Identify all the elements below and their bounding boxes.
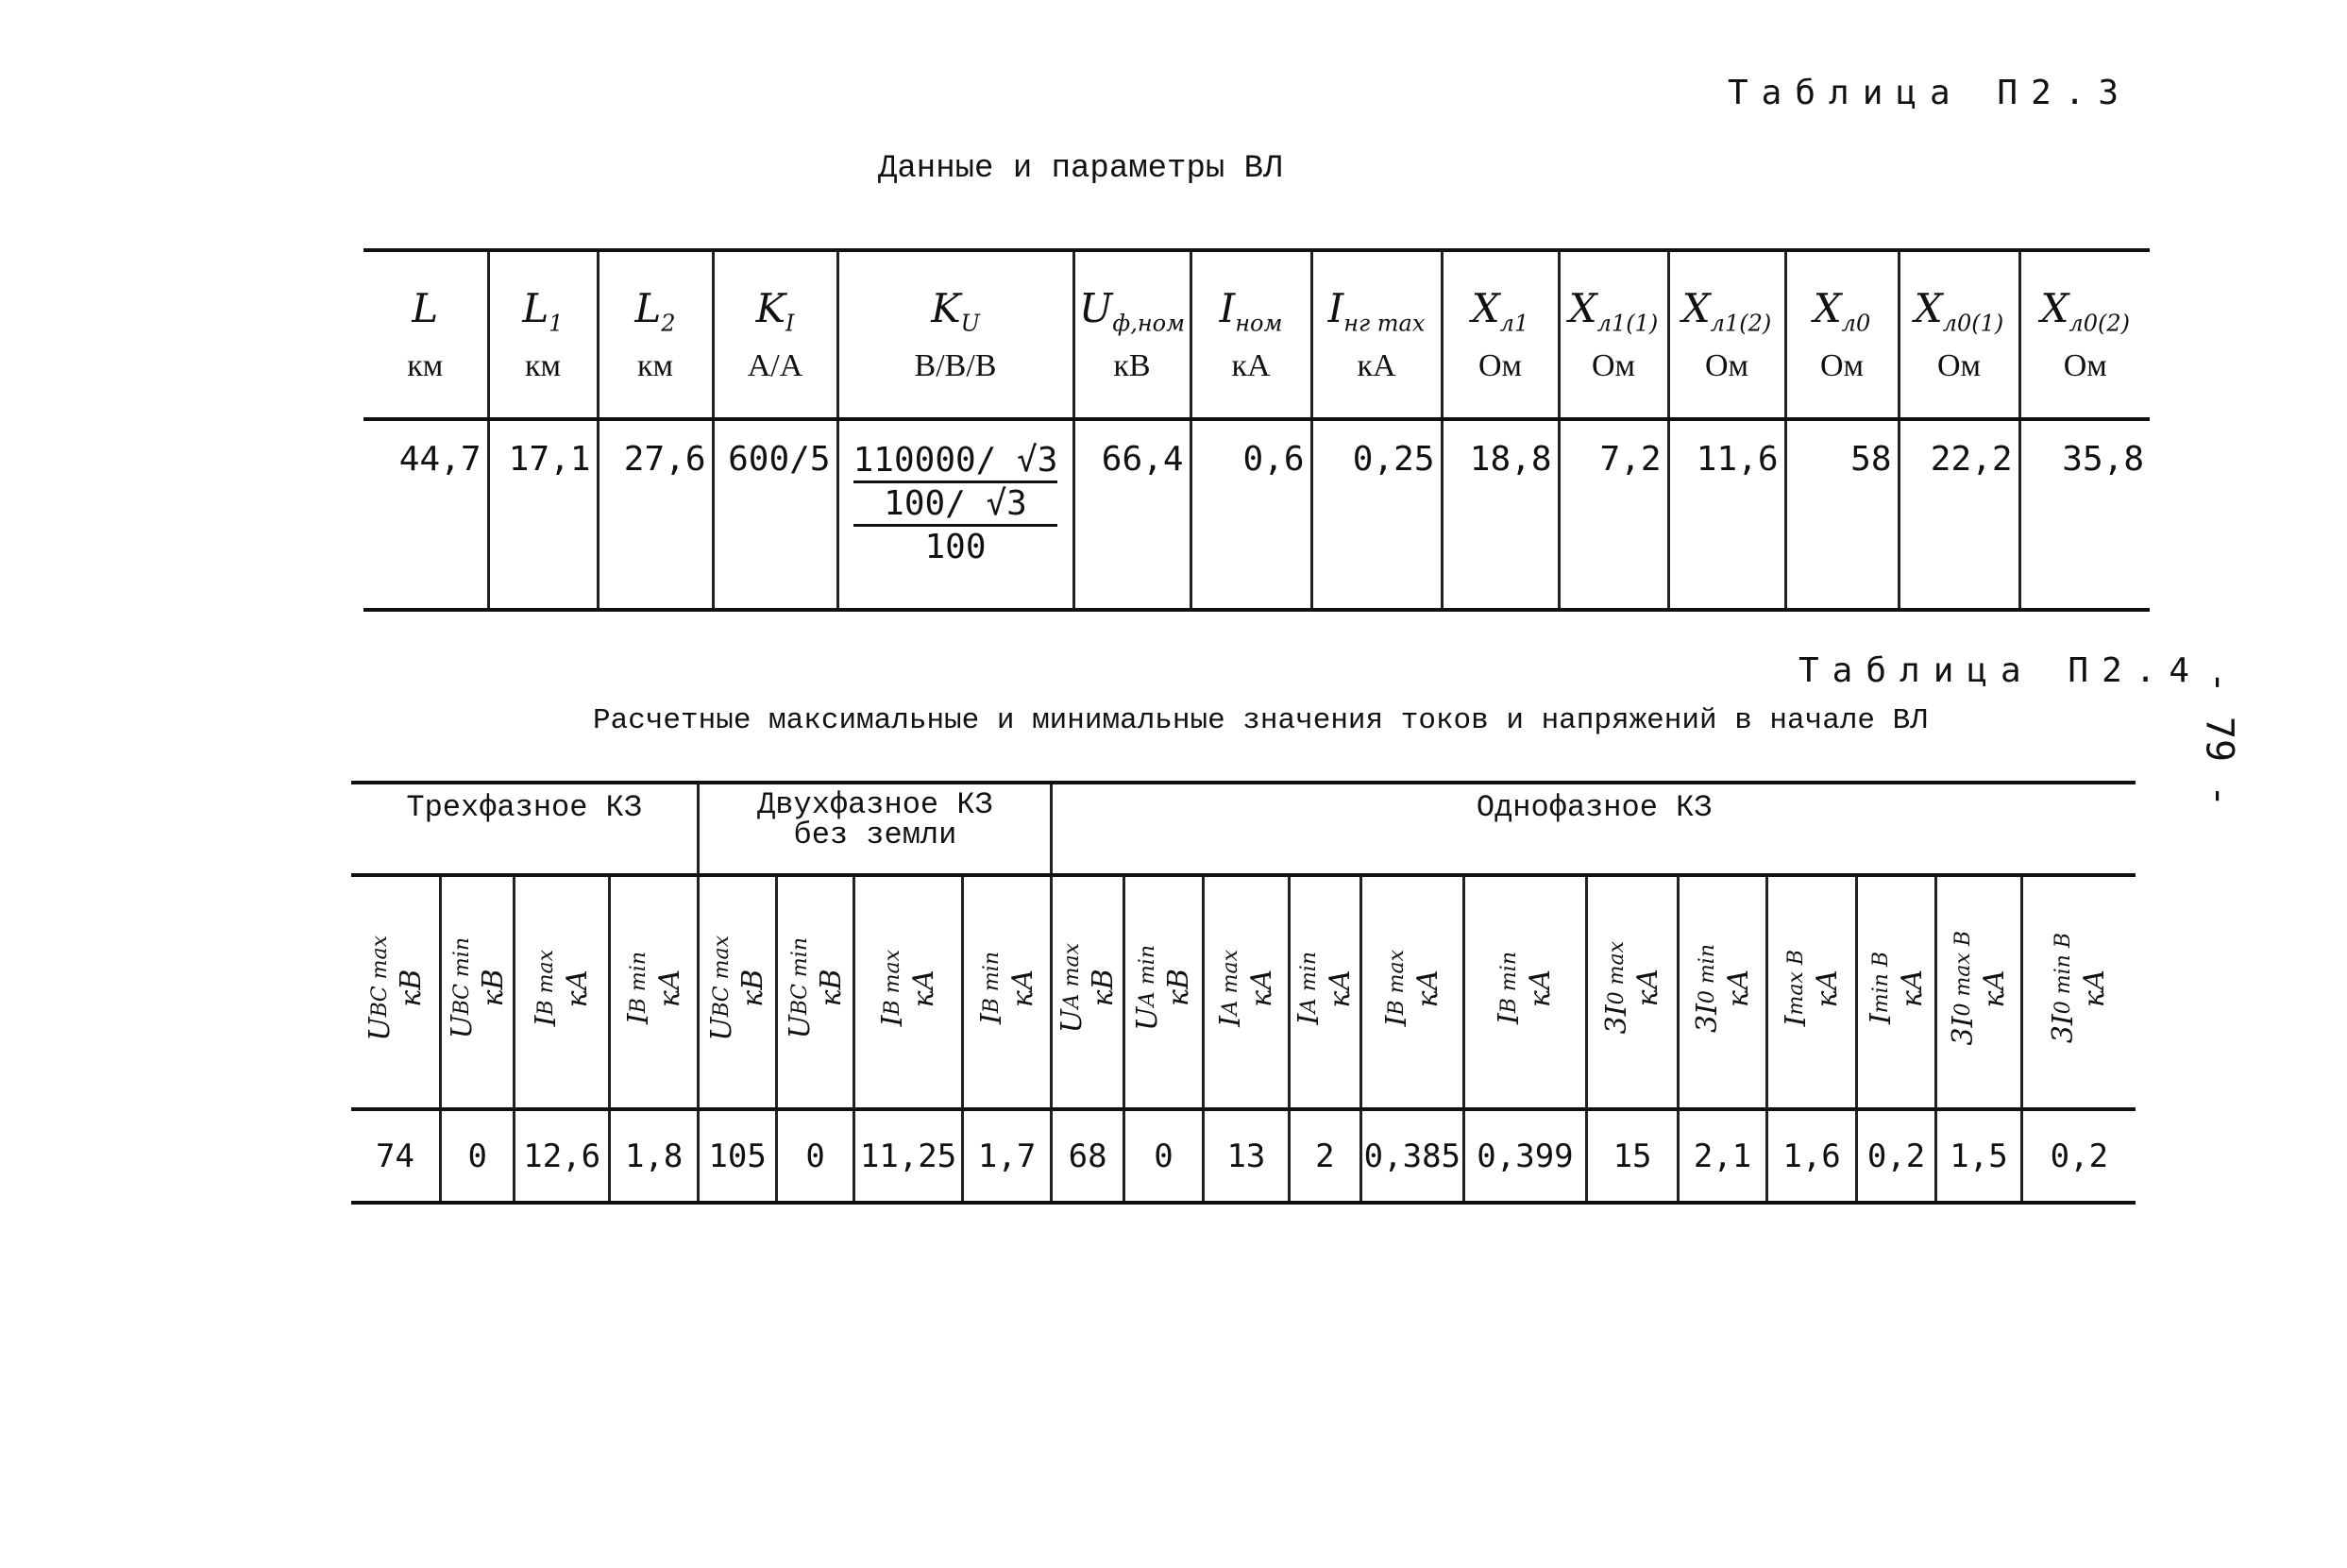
header-cell — [1678, 875, 1767, 1109]
column-symbol: U — [445, 1014, 479, 1039]
data-cell: 600/5 — [713, 419, 837, 610]
column-symbol: I — [530, 1015, 564, 1027]
column-subscript: А min — [1297, 951, 1322, 1014]
column-subscript: л0(2) — [2068, 310, 2130, 337]
column-subscript: А max — [1218, 949, 1242, 1016]
column-unit: Ом — [1704, 347, 1749, 383]
header-cell — [1856, 875, 1935, 1109]
group-single-phase: Однофазное КЗ — [1052, 783, 2136, 875]
column-unit: Ом — [2063, 347, 2107, 383]
column-symbol: U — [1055, 1008, 1089, 1034]
data-cell: 18,8 — [1442, 419, 1559, 610]
column-symbol: U — [363, 1017, 397, 1041]
data-cell: 11,6 — [1668, 419, 1785, 610]
rotated-header — [364, 936, 427, 1041]
column-unit: кВ — [1087, 969, 1121, 1007]
column-unit: кВ — [814, 969, 848, 1007]
data-cell: 27,6 — [598, 419, 713, 610]
column-symbol: 3I — [1946, 1016, 1980, 1046]
header-cell — [1361, 875, 1464, 1109]
fraction-line-3: 100 — [924, 528, 987, 567]
data-cell: 68 — [1052, 1109, 1123, 1203]
rotated-header — [1781, 950, 1843, 1026]
rotated-header — [785, 937, 847, 1038]
column-unit: кВ — [1162, 969, 1196, 1007]
data-cell: 0,2 — [2021, 1109, 2136, 1203]
column-unit: Ом — [1477, 347, 1523, 383]
column-subscript: ВС min — [787, 936, 812, 1015]
column-subscript: А min — [1136, 944, 1160, 1007]
column-subscript: л0(1) — [1942, 310, 2004, 337]
column-subscript: 0 min — [1695, 943, 1719, 1003]
data-cell: 0 — [1123, 1109, 1203, 1203]
data-cell: 7,2 — [1559, 419, 1668, 610]
header-cell — [962, 875, 1052, 1109]
header-cell — [1559, 250, 1668, 419]
data-cell: 0,385 — [1361, 1109, 1464, 1203]
column-unit: А/А — [747, 347, 803, 383]
column-unit: кА — [1005, 969, 1039, 1007]
data-cell: 0,25 — [1311, 419, 1442, 610]
column-unit: кА — [1524, 969, 1558, 1007]
column-unit: км — [636, 347, 674, 383]
column-symbol: $I_{нг max}$ — [1327, 285, 1426, 337]
column-subscript: min В — [1868, 951, 1893, 1014]
header-cell — [515, 875, 610, 1109]
column-symbol: L — [412, 285, 439, 332]
column-subscript: В min — [979, 951, 1004, 1014]
rotated-header — [976, 952, 1038, 1024]
data-cell: 2 — [1289, 1109, 1360, 1203]
header-cell — [713, 250, 837, 419]
column-unit: кВ — [476, 969, 510, 1007]
column-symbol: $L_2$ — [634, 285, 676, 337]
header-cell — [699, 875, 776, 1109]
column-symbol: I — [1780, 1015, 1814, 1027]
column-unit: кА — [907, 969, 941, 1007]
column-subscript: ВС max — [367, 935, 392, 1018]
data-cell: 105 — [699, 1109, 776, 1203]
column-symbol: 3I — [1600, 1004, 1634, 1035]
header-cell — [1668, 250, 1785, 419]
column-subscript: 0 max — [1605, 941, 1629, 1005]
column-subscript: А max — [1060, 942, 1085, 1009]
column-symbol: $K_I$ — [755, 285, 795, 337]
column-unit: Ом — [1591, 347, 1636, 383]
header-cell — [609, 875, 699, 1109]
column-symbol: I — [1864, 1013, 1898, 1025]
column-unit: км — [524, 347, 562, 383]
column-subscript: В max — [881, 949, 905, 1016]
data-cell — [837, 419, 1073, 610]
column-symbol: I — [1379, 1015, 1413, 1027]
group-two-phase: Двухфазное КЗ без земли — [699, 783, 1052, 875]
data-cell: 35,8 — [2019, 419, 2150, 610]
data-cell: 44,7 — [398, 440, 481, 479]
table2-caption: Расчетные максимальные и минимальные значения токов и напряжений в начале ВЛ — [593, 704, 1928, 737]
rotated-header — [877, 950, 939, 1026]
rotated-header — [447, 937, 509, 1038]
header-cell — [1587, 875, 1679, 1109]
data-cell: 12,6 — [515, 1109, 610, 1203]
header-cell — [1899, 250, 2019, 419]
column-unit: кА — [1410, 969, 1444, 1007]
data-cell: 0,6 — [1190, 419, 1311, 610]
header-cell — [2021, 875, 2136, 1109]
column-symbol: $X_{л0(2)}$ — [2040, 285, 2130, 337]
header-cell — [1785, 250, 1899, 419]
column-subscript: I — [785, 310, 795, 337]
rotated-header — [1601, 941, 1663, 1034]
header-cell — [351, 875, 441, 1109]
column-subscript: В min — [1497, 951, 1522, 1014]
column-subscript: ф,ном — [1112, 310, 1185, 337]
data-cell: 74 — [376, 1137, 414, 1175]
data-cell: 13 — [1204, 1109, 1289, 1203]
rotated-header — [2048, 933, 2110, 1043]
rotated-header — [1215, 950, 1277, 1027]
column-unit: кА — [2078, 969, 2112, 1007]
column-unit: Ом — [1819, 347, 1865, 383]
column-subscript: нг max — [1343, 310, 1426, 337]
header-cell — [2019, 250, 2150, 419]
header-cell — [1289, 875, 1360, 1109]
column-symbol: I — [1493, 1013, 1527, 1025]
column-subscript: В max — [1384, 949, 1409, 1016]
data-cell: 0,2 — [1856, 1109, 1935, 1203]
ku-fraction — [853, 440, 1058, 568]
column-symbol: 3I — [2047, 1014, 2081, 1044]
column-subscript: 1 — [549, 310, 564, 337]
data-cell: 1,7 — [962, 1109, 1052, 1203]
rotated-header — [1948, 931, 2010, 1045]
data-cell: 0 — [441, 1109, 515, 1203]
fraction-line-2: 100/ √3 — [853, 483, 1058, 527]
column-unit: кВ — [1113, 347, 1151, 383]
rotated-header — [1494, 952, 1556, 1024]
data-cell: 1,6 — [1767, 1109, 1857, 1203]
header-cell — [837, 250, 1073, 419]
column-subscript: 0 min В — [2052, 932, 2076, 1015]
column-subscript: 0 max В — [1950, 930, 1975, 1017]
header-cell — [1767, 875, 1857, 1109]
rotated-header — [1866, 952, 1928, 1024]
header-cell — [854, 875, 963, 1109]
data-cell: 1,8 — [609, 1109, 699, 1203]
column-subscript: л1(1) — [1596, 310, 1659, 337]
data-cell: 2,1 — [1678, 1109, 1767, 1203]
rotated-header — [1381, 950, 1444, 1026]
data-cell: 0 — [776, 1109, 853, 1203]
column-unit: кА — [652, 969, 686, 1007]
column-symbol: $K_U$ — [931, 285, 980, 337]
column-unit: В/В/В — [914, 347, 997, 383]
data-cell: 58 — [1785, 419, 1899, 610]
column-symbol: I — [621, 1013, 655, 1025]
table2-label: Таблица П2.4 — [1798, 651, 2203, 690]
column-symbol: U — [783, 1014, 817, 1039]
header-cell — [1052, 875, 1123, 1109]
column-unit: кА — [1324, 969, 1358, 1007]
column-symbol: $U_{ф,ном}$ — [1079, 285, 1185, 337]
fraction-line-1: 110000/ √3 — [853, 440, 1058, 483]
data-cell: 1,5 — [1936, 1109, 2021, 1203]
header-cell — [598, 250, 713, 419]
column-subscript: ВС min — [449, 936, 474, 1015]
column-unit: кВ — [736, 969, 770, 1007]
rotated-header — [623, 952, 685, 1024]
column-symbol: I — [974, 1013, 1008, 1025]
column-unit: кА — [561, 969, 595, 1007]
column-subscript: л1(2) — [1710, 310, 1772, 337]
column-symbol: $I_{ном}$ — [1219, 285, 1283, 337]
column-subscript: max В — [1784, 949, 1809, 1016]
data-cell: 17,1 — [488, 419, 598, 610]
header-cell — [1204, 875, 1289, 1109]
header-cell — [1073, 250, 1190, 419]
column-subscript: л1 — [1499, 310, 1529, 337]
column-unit: кА — [1357, 347, 1396, 383]
column-unit: кА — [1811, 969, 1845, 1007]
column-subscript: ВС max — [710, 935, 734, 1018]
table1 — [363, 248, 2150, 612]
column-unit: кВ — [394, 969, 428, 1007]
column-symbol: I — [876, 1015, 910, 1027]
header-cell — [441, 875, 515, 1109]
rotated-header — [1293, 952, 1356, 1025]
column-symbol: $X_{л1(1)}$ — [1568, 285, 1659, 337]
column-symbol: U — [1131, 1006, 1165, 1032]
data-cell: 0,399 — [1463, 1109, 1587, 1203]
header-cell — [1442, 250, 1559, 419]
header-cell — [1311, 250, 1442, 419]
group-three-phase: Трехфазное КЗ — [351, 783, 699, 875]
column-unit: км — [407, 347, 444, 383]
column-symbol: 3I — [1690, 1003, 1724, 1033]
header-cell — [1936, 875, 2021, 1109]
column-symbol: $L_1$ — [522, 285, 564, 337]
column-unit: кА — [1721, 969, 1755, 1007]
column-unit: кА — [1977, 969, 2011, 1007]
column-unit: кА — [1631, 969, 1665, 1007]
column-symbol: I — [1292, 1013, 1326, 1025]
column-subscript: л0 — [1841, 310, 1871, 337]
header-cell — [488, 250, 598, 419]
column-subscript: 2 — [661, 310, 676, 337]
header-cell — [1190, 250, 1311, 419]
table2 — [351, 781, 2136, 1205]
column-symbol: $X_{л0(1)}$ — [1914, 285, 2004, 337]
column-unit: Ом — [1936, 347, 1982, 383]
table1-label: Таблица П2.3 — [1728, 74, 2133, 112]
data-cell: 66,4 — [1073, 419, 1190, 610]
column-subscript: В max — [534, 949, 559, 1016]
column-unit: кА — [1231, 347, 1271, 383]
rotated-header — [1692, 944, 1754, 1033]
column-subscript: U — [960, 310, 980, 337]
column-subscript: ном — [1235, 310, 1283, 337]
rotated-header — [1132, 945, 1194, 1031]
column-symbol: I — [1213, 1015, 1247, 1027]
rotated-header — [1056, 943, 1119, 1033]
header-cell — [1123, 875, 1203, 1109]
header-cell — [363, 250, 488, 419]
table1-caption: Данные и параметры ВЛ — [878, 151, 1283, 187]
column-unit: кА — [1244, 969, 1278, 1007]
data-cell: 15 — [1587, 1109, 1679, 1203]
column-symbol: $X_{л1}$ — [1471, 285, 1529, 337]
column-symbol: $X_{л0}$ — [1813, 285, 1871, 337]
rotated-header — [531, 950, 593, 1026]
header-cell — [776, 875, 853, 1109]
column-subscript: В min — [626, 951, 650, 1014]
column-symbol: U — [705, 1017, 739, 1041]
data-cell: 11,25 — [854, 1109, 963, 1203]
page-number: - 79 - — [2197, 670, 2241, 808]
data-cell: 22,2 — [1899, 419, 2019, 610]
rotated-header — [706, 936, 768, 1041]
column-unit: кА — [1895, 969, 1929, 1007]
header-cell — [1463, 875, 1587, 1109]
column-symbol: $X_{л1(2)}$ — [1681, 285, 1772, 337]
